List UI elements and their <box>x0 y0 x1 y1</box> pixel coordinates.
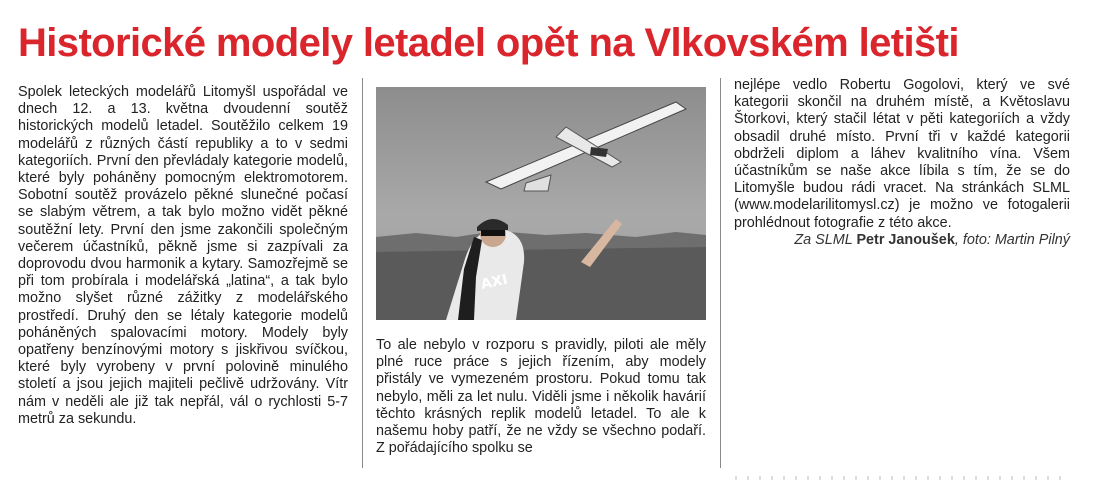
article-paragraph-1: Spolek leteckých modelářů Litomyšl uspořádal ve dnech 12. a 13. května dvoudenní soutěž historických modelů letadel. Soutěžilo celkem 19 modelářů z různých částí republiky a to v sedmi kategoriích. První den převládaly kategorie modelů, které byly poháněny pomocným elektromotorem. Sobotní soutěž provázelo pěkné slunečné počasí se slabým větrem, a tak bylo možno vidět pěkné soutěžní lety. První den jsme zakončili společným večerem účastníků, pěkně jsme si zazpívali za doprovodu dvou harmonik a kytary. Samozřejmě se při tom probírala i modelářská „latina“, a tak bylo možno slyšet různé zážitky z modelářského prostředí. Druhý den se létaly kategorie modelů poháněných spalovacími motory. Modely byly opatřeny benzínovými motory s jiskřivou svíčkou, které byly vyrobeny v první polovině minulého století a jsou jejich majiteli pečlivě udržovány. Vítr nám v neděli ale již tak nepřál, vál o rychlosti 5-7 metrů za sekundu. <box>18 84 348 427</box>
byline-author: Petr Janoušek <box>856 231 955 248</box>
column-divider-1 <box>362 78 363 468</box>
article-paragraph-2: To ale nebylo v rozporu s pravidly, piloti ale měly plné ruce práce s jejich řízením, aby modely přistály ve vymezeném prostoru. Pokud tomu tak nebylo, měli za let nulu. Viděli jsme i několik havárií těchto krásných replik modelů letadel. To ale k našemu hoby patří, že ne vždy se všechno podaří. Z pořádajícího spolku se <box>376 337 706 457</box>
article-column-middle <box>376 337 706 457</box>
article-photo <box>376 87 706 320</box>
photo-shirt-text: AXI <box>479 271 510 293</box>
page-edge-marks <box>735 476 1065 480</box>
article-headline: Historické modely letadel opět na Vlkovském letišti <box>18 21 959 65</box>
article-column-left <box>18 84 348 428</box>
column-divider-2 <box>720 78 721 468</box>
byline-prefix: Za SLML <box>794 231 853 248</box>
article-byline <box>734 232 1070 249</box>
article-column-right <box>734 77 1070 249</box>
byline-suffix: , foto: Martin Pilný <box>954 231 1070 248</box>
article-paragraph-3: nejlépe vedlo Robertu Gogolovi, který ve své kategorii skončil na druhém místě, a Květoslavu Štorkovi, který stačil létat v pěti kategoriích a vždy obsadil druhé místo. První tři v každé kategorii obdrželi diplom a láhev kvalitního vína. Všem účastníkům se naše akce líbila s tím, že se do Litomyšle budou rádi vracet. Na stránkách SLML (www.modelarilitomysl.cz) je možno ve fotogalerii prohlédnout fotografie z této akce. <box>734 77 1070 231</box>
